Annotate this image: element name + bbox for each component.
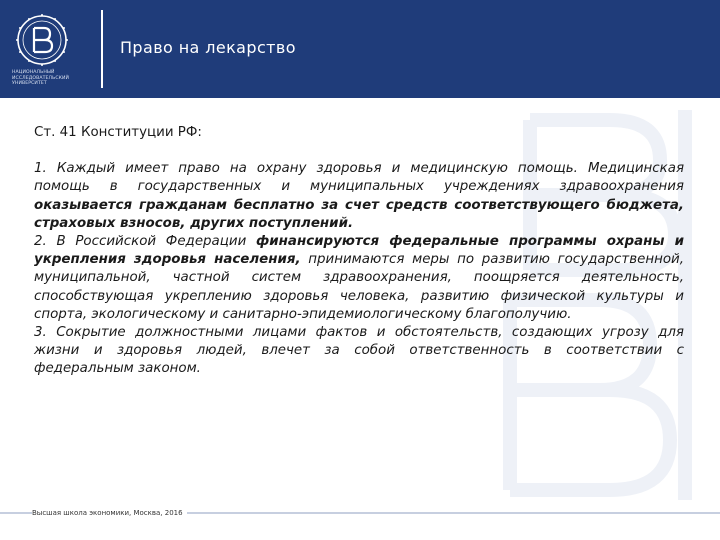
paragraph-2-text-b: принимаются меры по развитию государственной, муниципальной, частной систем здравоохранения, поощряется деятельность, способствующая укреплению здоровья человека, развитию физической культуры и спорта, экологическому и санитарно-эпидемиологическому благополучию. [34,252,684,322]
logo-caption: НАЦИОНАЛЬНЫЙ ИССЛЕДОВАТЕЛЬСКИЙ УНИВЕРСИТЕТ [12,70,70,86]
paragraph-2 [34,233,684,324]
page-title: Право на лекарство [120,38,296,57]
paragraph-1 [34,160,684,233]
content-area [34,124,684,379]
paragraph-1-emphasis: оказывается гражданам бесплатно за счет средств соответствующего бюджета, страховых взносов, других поступлений. [34,197,684,231]
intro-heading: Ст. 41 Конституции РФ: [34,125,202,140]
footer-text: Высшая школа экономики, Москва, 2016 [32,509,187,517]
paragraph-1-text: 1. Каждый имеет право на охрану здоровья и медицинскую помощь. Медицинская помощь в государственных и муниципальных учреждениях здравоохранения [34,161,684,195]
header-bar [0,0,720,98]
header-divider [101,10,103,88]
paragraph-2-text-a: 2. В Российской Федерации [34,234,256,250]
paragraph-2-emphasis: финансируются федеральные программы охраны и укрепления здоровья населения, [34,234,685,268]
paragraph-3: 3. Сокрытие должностными лицами фактов и обстоятельств, создающих угрозу для жизни и здоровья людей, влечет за собой ответственность в соответствии с федеральным законом. [34,325,684,377]
